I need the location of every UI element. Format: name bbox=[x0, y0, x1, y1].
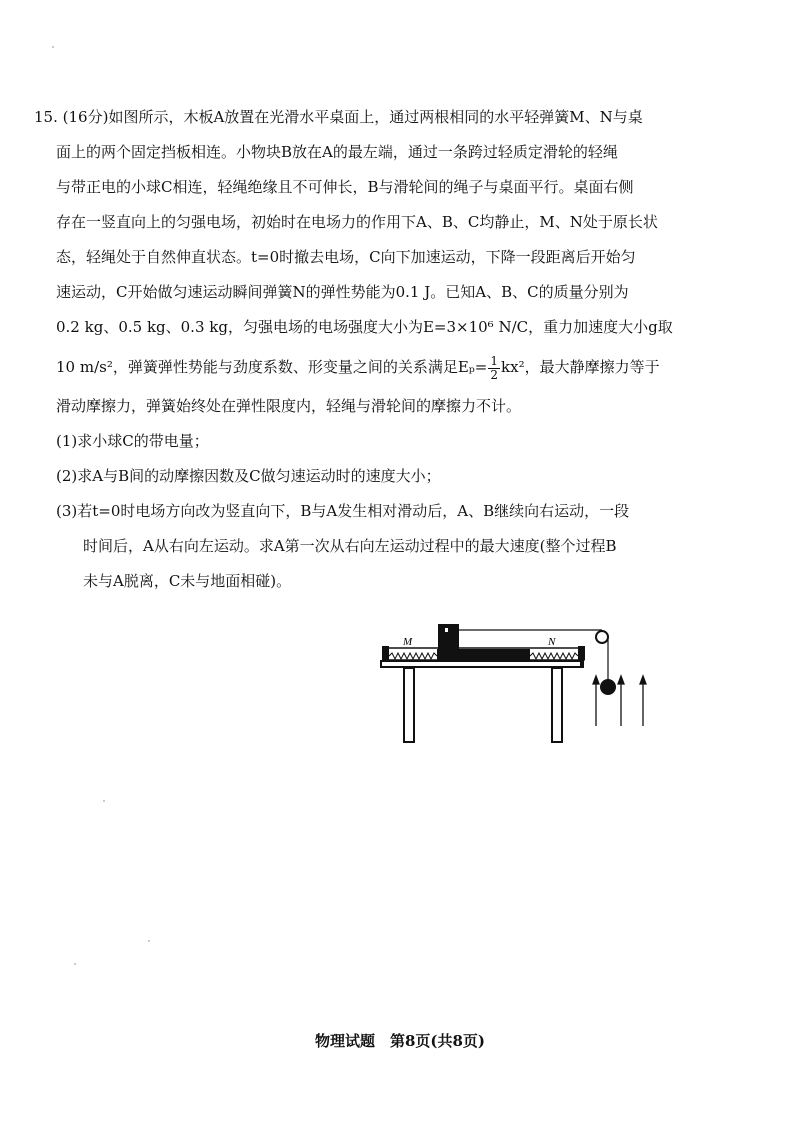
scan-speck bbox=[52, 46, 54, 48]
label-m: M bbox=[403, 636, 413, 648]
table-leg-left bbox=[404, 668, 414, 742]
table-leg-right bbox=[552, 668, 562, 742]
problem-line-1 bbox=[34, 100, 764, 135]
question-3: (3)若t=0时电场方向改为竖直向下，B与A发生相对滑动后，A、B继续向右运动，一段 bbox=[56, 502, 630, 520]
question-3-cont: 时间后，A从右向左运动。求A第一次从右向左运动过程中的最大速度(整个过程B bbox=[83, 537, 617, 555]
right-stop bbox=[578, 646, 585, 660]
problem-text-line: 0.2 kg、0.5 kg、0.3 kg，匀强电场的电场强度大小为E=3×10⁶ N/C，重力加速度大小g取 bbox=[56, 318, 673, 336]
scan-speck bbox=[103, 800, 105, 802]
label-n: N bbox=[548, 636, 556, 648]
block-b-mark bbox=[445, 628, 448, 632]
problem-text-line: 面上的两个固定挡板相连。小物块B放在A的最左端，通过一条跨过轻质定滑轮的轻绳 bbox=[56, 143, 618, 161]
page-footer: 物理试题 第8页(共8页) bbox=[314, 1032, 486, 1050]
problem-number: 15. bbox=[34, 108, 58, 126]
tabletop-inner bbox=[382, 662, 580, 666]
question-1: (1)求小球C的带电量； bbox=[56, 432, 209, 450]
scan-speck bbox=[74, 963, 76, 965]
problem-text-line: 如图所示，木板A放置在光滑水平桌面上，通过两根相同的水平轻弹簧M、N与桌 bbox=[108, 108, 643, 126]
ball-c bbox=[600, 679, 616, 695]
pulley bbox=[596, 631, 608, 643]
problem-15 bbox=[34, 100, 764, 599]
problem-text-line: 存在一竖直向上的匀强电场，初始时在电场力的作用下A、B、C均静止，M、N处于原长状 bbox=[56, 213, 658, 231]
fraction-one-half: $\frac{1}{2}$ bbox=[490, 353, 499, 382]
problem-text-line: 态，轻绳处于自然伸直状态。t=0时撤去电场，C向下加速运动，下降一段距离后开始匀 bbox=[56, 248, 636, 266]
problem-text-line: 滑动摩擦力，弹簧始终处在弹性限度内，轻绳与滑轮间的摩擦力不计。 bbox=[56, 397, 522, 415]
left-stop bbox=[382, 646, 389, 660]
scan-speck bbox=[148, 940, 150, 942]
problem-text-line: 与带正电的小球C相连，轻绳绝缘且不可伸长，B与滑轮间的绳子与桌面平行。桌面右侧 bbox=[56, 178, 634, 196]
question-3-cont: 未与A脱离，C未与地面相碰)。 bbox=[83, 572, 292, 590]
question-2: (2)求A与B间的动摩擦因数及C做匀速运动时的速度大小； bbox=[56, 467, 441, 485]
board-a bbox=[437, 649, 530, 660]
problem-text-line: 速运动，C开始做匀速运动瞬间弹簧N的弹性势能为0.1 J。已知A、B、C的质量分别为 bbox=[56, 283, 629, 301]
apparatus-diagram bbox=[376, 618, 656, 748]
problem-text-line-formula: 10 m/s²，弹簧弹性势能与劲度系数、形变量之间的关系满足Eₚ= $\frac{1}{2}$ kx²，最大静摩擦力等于 bbox=[56, 353, 660, 382]
block-b bbox=[438, 624, 459, 649]
problem-points: (16分) bbox=[62, 108, 109, 126]
